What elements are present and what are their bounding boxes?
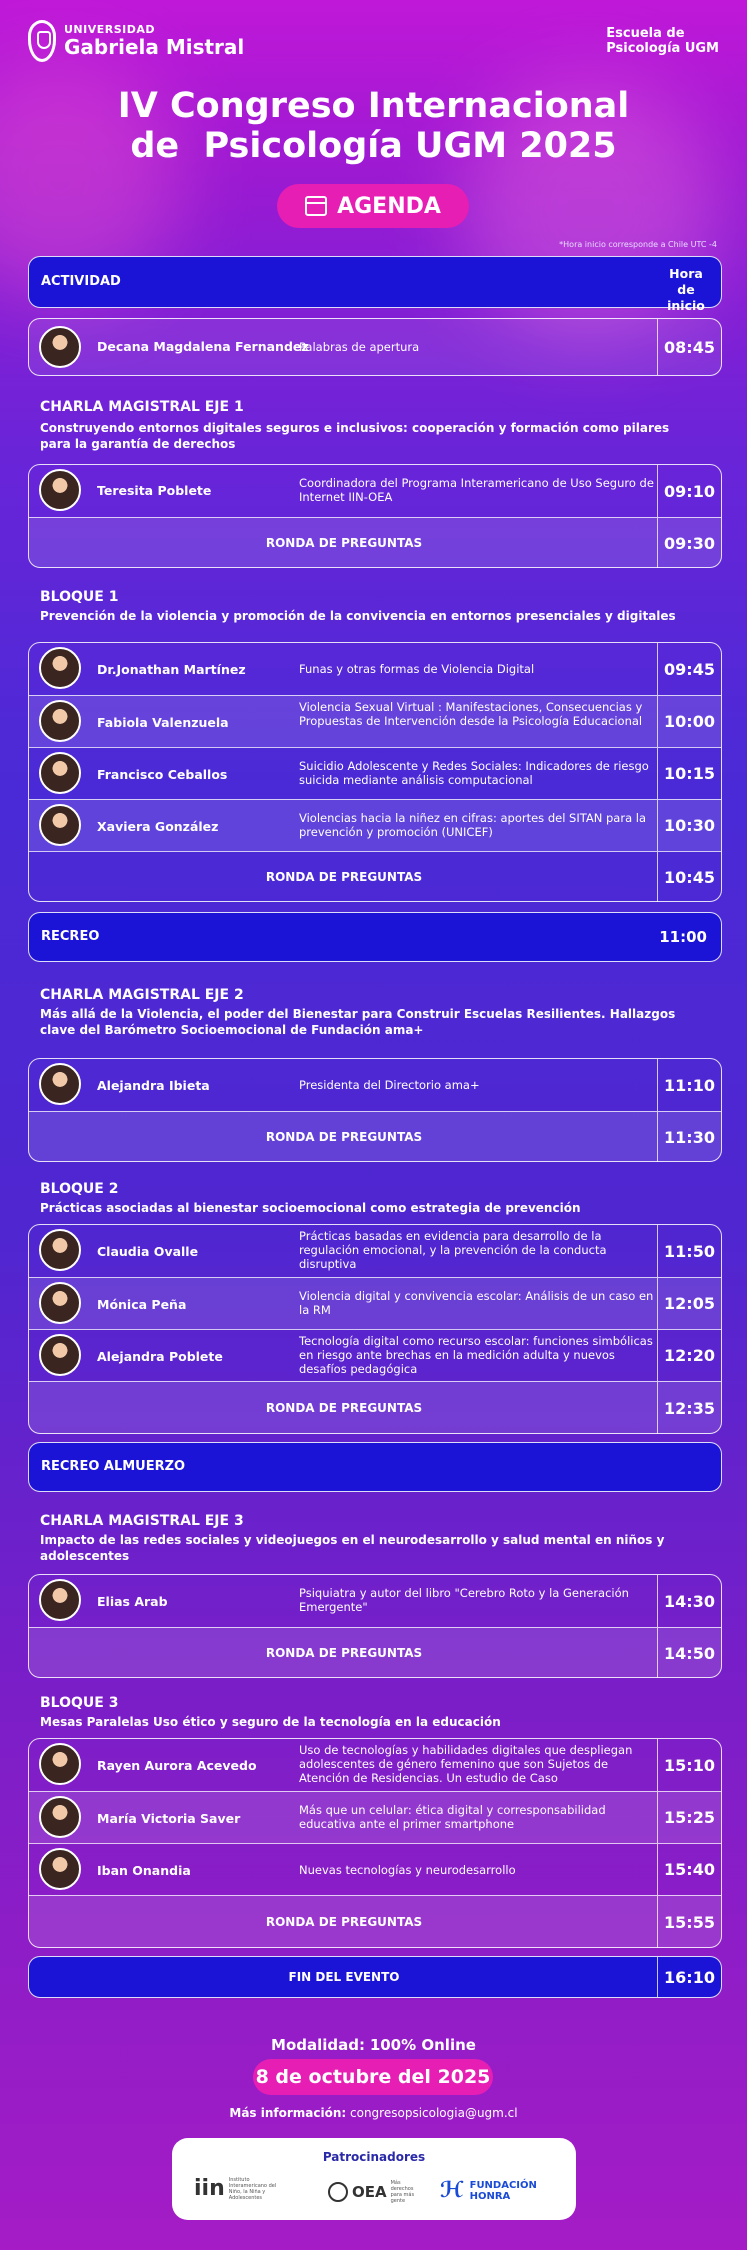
avatar bbox=[39, 1579, 81, 1621]
calendar-icon bbox=[305, 196, 327, 216]
speaker-name: Rayen Aurora Acevedo bbox=[97, 1758, 257, 1773]
avatar bbox=[39, 1848, 81, 1890]
modalidad-value: 100% Online bbox=[369, 2036, 476, 2054]
school-line1: Escuela de bbox=[606, 26, 685, 41]
agenda-badge bbox=[277, 184, 469, 228]
sponsors-box bbox=[172, 2138, 576, 2220]
iin-logo-subtitle: Instituto Interamericano del Niño, la Niña y Adolescentes bbox=[228, 2176, 277, 2201]
section-subtitle: Más allá de la Violencia, el poder del Bienestar para Construir Escuelas Resilientes. Hallazgos clave del Barómetro Socioemocional de Fundación ama+ bbox=[40, 1007, 676, 1037]
eje3-table bbox=[28, 1574, 722, 1678]
oea-logo-subtitle: Más derechos para más gente bbox=[390, 2180, 415, 2204]
agenda-row bbox=[29, 465, 721, 517]
start-time: 12:05 bbox=[657, 1278, 721, 1329]
section-title: CHARLA MAGISTRAL EJE 1 bbox=[40, 399, 244, 415]
start-time: 11:50 bbox=[657, 1225, 721, 1277]
section-title: BLOQUE 1 bbox=[40, 589, 119, 605]
start-time: 10:15 bbox=[657, 748, 721, 799]
section-title: CHARLA MAGISTRAL EJE 2 bbox=[40, 987, 244, 1003]
start-time: 11:10 bbox=[657, 1059, 721, 1111]
hora-header-line2: inicio bbox=[667, 298, 705, 313]
eje2-heading bbox=[40, 986, 700, 1038]
avatar bbox=[39, 647, 81, 689]
section-title: CHARLA MAGISTRAL EJE 3 bbox=[40, 1513, 244, 1529]
sponsors-title: Patrocinadores bbox=[322, 2150, 426, 2164]
avatar bbox=[39, 1282, 81, 1324]
agenda-row bbox=[29, 1791, 721, 1843]
avatar bbox=[39, 1334, 81, 1376]
title-line1: IV Congreso Internacional bbox=[117, 86, 630, 126]
speaker-name: Decana Magdalena Fernandez bbox=[97, 339, 309, 354]
speaker-name: Francisco Ceballos bbox=[97, 767, 228, 782]
activity-description: Violencia digital y convivencia escolar: Análisis de un caso en la RM bbox=[299, 1289, 654, 1317]
oea-logo bbox=[328, 2180, 425, 2204]
activity-description: Funas y otras formas de Violencia Digital bbox=[299, 662, 535, 676]
avatar bbox=[39, 752, 81, 794]
ronda-label: RONDA DE PREGUNTAS bbox=[265, 870, 423, 884]
avatar bbox=[39, 1796, 81, 1838]
speaker-name: María Victoria Saver bbox=[97, 1811, 241, 1826]
start-time: 15:55 bbox=[657, 1896, 721, 1948]
ronda-row bbox=[29, 1111, 721, 1162]
section-title: BLOQUE 3 bbox=[40, 1695, 119, 1711]
almuerzo-row bbox=[28, 1442, 722, 1492]
activity-description: Tecnología digital como recurso escolar: funciones simbólicas en riesgo ante brechas en la medición adulta y nuevos desafíos pedagógica bbox=[299, 1334, 653, 1376]
speaker-name: Fabiola Valenzuela bbox=[97, 715, 229, 730]
title-line2: de Psicología UGM 2025 bbox=[130, 126, 617, 166]
ronda-row bbox=[29, 1627, 721, 1678]
agenda-row bbox=[29, 1277, 721, 1329]
bloque3-heading bbox=[40, 1694, 700, 1730]
start-time: 10:00 bbox=[657, 696, 721, 747]
speaker-name: Alejandra Poblete bbox=[97, 1349, 223, 1364]
start-time: 08:45 bbox=[657, 319, 721, 375]
avatar bbox=[39, 700, 81, 742]
agenda-row bbox=[29, 1843, 721, 1895]
activity-description: Más que un celular: ética digital y corresponsabilidad educativa ante el primer smartphone bbox=[299, 1803, 606, 1831]
start-time: 09:10 bbox=[657, 465, 721, 517]
honra-line2: HONRA bbox=[469, 2190, 511, 2202]
start-time: 14:50 bbox=[657, 1628, 721, 1678]
ronda-row bbox=[29, 1381, 721, 1434]
activity-description: Palabras de apertura bbox=[299, 340, 420, 354]
eje3-heading bbox=[40, 1512, 700, 1564]
start-time: 15:40 bbox=[657, 1844, 721, 1895]
activity-description: Prácticas basadas en evidencia para desarrollo de la regulación emocional, y la prevención de la conducta disruptiva bbox=[299, 1229, 607, 1271]
activity-description: Violencias hacia la niñez en cifras: aportes del SITAN para la prevención y promoción (UNICEF) bbox=[299, 811, 647, 839]
info-label: Más información: bbox=[229, 2106, 347, 2120]
event-date: 8 de octubre del 2025 bbox=[253, 2059, 493, 2095]
avatar bbox=[39, 1229, 81, 1271]
ronda-label: RONDA DE PREGUNTAS bbox=[265, 1646, 423, 1660]
agenda-row bbox=[29, 799, 721, 851]
honra-logo bbox=[440, 2178, 537, 2203]
start-time: 16:10 bbox=[657, 1957, 721, 1997]
start-time: 10:45 bbox=[657, 852, 721, 902]
speaker-name: Mónica Peña bbox=[97, 1297, 187, 1312]
speaker-name: Dr.Jonathan Martínez bbox=[97, 662, 246, 677]
activity-description: Uso de tecnologías y habilidades digitales que despliegan adolescentes de género femenino que son Sujetos de Atención de Residencias. Un estudio de Caso bbox=[299, 1743, 633, 1785]
start-time: 12:35 bbox=[657, 1382, 721, 1434]
logo-small-text: UNIVERSIDAD bbox=[64, 23, 156, 36]
activity-description: Coordinadora del Programa Interamericano de Uso Seguro de Internet IIN-OEA bbox=[299, 476, 654, 504]
hora-header bbox=[659, 266, 713, 314]
university-logo bbox=[28, 20, 244, 62]
ronda-label: RONDA DE PREGUNTAS bbox=[265, 1130, 423, 1144]
almuerzo-label: RECREO ALMUERZO bbox=[41, 1459, 186, 1474]
activity-description: Psiquiatra y autor del libro "Cerebro Roto y la Generación Emergente" bbox=[299, 1586, 629, 1614]
school-name bbox=[606, 26, 719, 56]
actividad-header: ACTIVIDAD bbox=[41, 274, 121, 289]
start-time: 12:20 bbox=[657, 1330, 721, 1381]
bloque1-heading bbox=[40, 588, 700, 624]
eje2-table bbox=[28, 1058, 722, 1162]
ronda-row bbox=[29, 517, 721, 568]
timezone-note: *Hora inicio corresponde a Chile UTC -4 bbox=[559, 240, 717, 249]
activity-description: Presidenta del Directorio ama+ bbox=[299, 1078, 480, 1092]
agenda-header-row bbox=[28, 256, 722, 313]
logo-big-text: Gabriela Mistral bbox=[64, 35, 245, 59]
bloque1-table bbox=[28, 642, 722, 902]
fin-row bbox=[28, 1956, 722, 1998]
fin-label: FIN DEL EVENTO bbox=[288, 1970, 400, 1984]
ronda-row bbox=[29, 851, 721, 902]
avatar bbox=[39, 326, 81, 368]
recreo-row bbox=[28, 912, 722, 962]
speaker-name: Elias Arab bbox=[97, 1594, 168, 1609]
bloque3-table bbox=[28, 1738, 722, 1948]
avatar bbox=[39, 804, 81, 846]
modalidad-label: Modalidad: bbox=[271, 2036, 366, 2054]
activity-description: Suicidio Adolescente y Redes Sociales: Indicadores de riesgo suicida mediante análisis computacional bbox=[299, 759, 649, 787]
honra-line1: FUNDACIÓN bbox=[469, 2179, 537, 2191]
start-time: 11:00 bbox=[659, 928, 707, 946]
avatar bbox=[39, 1063, 81, 1105]
iin-logo bbox=[194, 2176, 281, 2201]
agenda-row bbox=[29, 695, 721, 747]
oea-globe-icon bbox=[328, 2182, 348, 2202]
activity-description: Violencia Sexual Virtual : Manifestaciones, Consecuencias y Propuestas de Intervención desde la Psicología Educacional bbox=[299, 700, 643, 728]
agenda-label: AGENDA bbox=[337, 193, 441, 219]
start-time: 15:25 bbox=[657, 1792, 721, 1843]
opening-row bbox=[28, 318, 722, 376]
agenda-row bbox=[29, 1225, 721, 1277]
honra-h-icon: ℋ bbox=[440, 2178, 464, 2203]
recreo-label: RECREO bbox=[41, 929, 100, 944]
page-title bbox=[0, 86, 747, 166]
university-shield-icon bbox=[28, 20, 56, 62]
section-subtitle: Mesas Paralelas Uso ético y seguro de la tecnología en la educación bbox=[40, 1715, 501, 1729]
honra-logo-text bbox=[470, 2180, 537, 2202]
oea-logo-text: OEA bbox=[352, 2183, 387, 2201]
section-subtitle: Prácticas asociadas al bienestar socioemocional como estrategia de prevención bbox=[40, 1201, 581, 1215]
section-subtitle: Impacto de las redes sociales y videojuegos en el neurodesarrollo y salud mental en niños y adolescentes bbox=[40, 1533, 665, 1563]
hora-header-line1: Hora de bbox=[669, 266, 703, 297]
agenda-row bbox=[29, 747, 721, 799]
ronda-label: RONDA DE PREGUNTAS bbox=[265, 1401, 423, 1415]
start-time: 09:45 bbox=[657, 643, 721, 695]
info-email[interactable]: congresopsicologia@ugm.cl bbox=[350, 2106, 518, 2120]
eje1-table bbox=[28, 464, 722, 568]
start-time: 09:30 bbox=[657, 518, 721, 568]
eje1-heading bbox=[40, 398, 700, 452]
agenda-row bbox=[29, 1575, 721, 1627]
avatar bbox=[39, 469, 81, 511]
section-title: BLOQUE 2 bbox=[40, 1181, 119, 1197]
agenda-row bbox=[29, 1329, 721, 1381]
start-time: 10:30 bbox=[657, 800, 721, 851]
section-subtitle: Prevención de la violencia y promoción de la convivencia en entornos presenciales y digitales bbox=[40, 609, 676, 623]
speaker-name: Teresita Poblete bbox=[97, 483, 212, 498]
speaker-name: Xaviera González bbox=[97, 819, 219, 834]
agenda-row bbox=[29, 1739, 721, 1791]
bloque2-heading bbox=[40, 1180, 700, 1216]
start-time: 15:10 bbox=[657, 1739, 721, 1791]
ronda-label: RONDA DE PREGUNTAS bbox=[265, 536, 423, 550]
info-line bbox=[0, 2106, 747, 2120]
school-line2: Psicología UGM bbox=[606, 41, 719, 56]
speaker-name: Alejandra Ibieta bbox=[97, 1078, 210, 1093]
iin-logo-text: iin bbox=[194, 2176, 225, 2201]
agenda-row bbox=[29, 643, 721, 695]
avatar bbox=[39, 1743, 81, 1785]
start-time: 11:30 bbox=[657, 1112, 721, 1162]
ronda-label: RONDA DE PREGUNTAS bbox=[265, 1915, 423, 1929]
start-time: 14:30 bbox=[657, 1575, 721, 1627]
speaker-name: Claudia Ovalle bbox=[97, 1244, 199, 1259]
bloque2-table bbox=[28, 1224, 722, 1434]
activity-description: Nuevas tecnologías y neurodesarrollo bbox=[299, 1863, 516, 1877]
ronda-row bbox=[29, 1895, 721, 1948]
section-subtitle: Construyendo entornos digitales seguros e inclusivos: cooperación y formación como pilares para la garantía de derechos bbox=[40, 421, 670, 451]
modalidad-line bbox=[0, 2036, 747, 2054]
speaker-name: Iban Onandia bbox=[97, 1863, 191, 1878]
agenda-row bbox=[29, 1059, 721, 1111]
